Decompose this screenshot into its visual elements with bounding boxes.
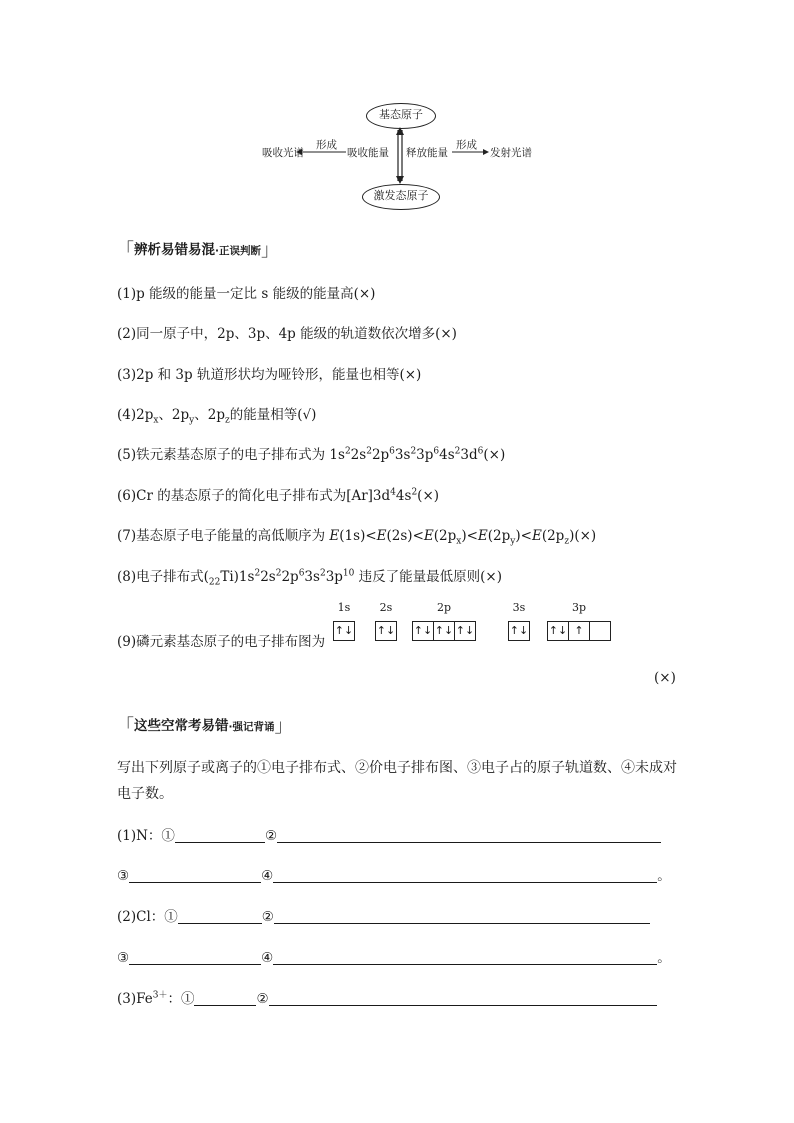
orbital-box: ↑↓ [375, 621, 397, 641]
orbital-box: ↑↓ [508, 621, 530, 641]
answer-blank[interactable] [273, 950, 657, 965]
right-arrow-label: 形成 [456, 139, 477, 151]
orbital-label: 1s [337, 601, 351, 614]
question-2-row-b: ③ ④ 。 [117, 950, 671, 966]
excited-state-label: 激发态原子 [373, 189, 429, 202]
section-title: 辨析易错易混 [134, 242, 215, 258]
answer-blank[interactable] [273, 868, 657, 883]
statement-4: $(4)2p_x$、$2p_y$、$2p_z$的能量相等(√) [117, 407, 317, 426]
statement-8: (8)电子排布式$(_{22}Ti)1s^22s^22p^63s^23p^{10}$ 违反了能量最低原则(×) [117, 568, 503, 588]
orbital-label: 3s [512, 601, 526, 614]
absorb-energy-label: 吸收能量 [347, 147, 389, 159]
question-3-label: $(3)Fe^{3+}$：① [117, 990, 195, 1007]
orbital-box: ↑↓ [412, 621, 434, 641]
answer-blank[interactable] [274, 909, 650, 924]
statement-6: (6)Cr 的基态原子的简化电子排布式为$[Ar]3d^44s^2(\times)$ [117, 487, 440, 504]
orbital-box: ↑↓ [454, 621, 476, 641]
answer-blank[interactable] [129, 950, 261, 965]
statement-3: (3)2p 和 3p 轨道形状均为哑铃形，能量也相等(×) [117, 367, 422, 383]
question-1-row-a: (1)N：① ② [117, 824, 661, 844]
answer-blank[interactable] [178, 909, 262, 924]
orbital-3s [508, 601, 530, 641]
section-subtitle: ·强记背诵 [228, 721, 275, 733]
orbital-1s [333, 601, 355, 641]
answer-blank[interactable] [194, 991, 256, 1006]
orbital-2s [375, 601, 397, 641]
orbital-2p [412, 601, 476, 641]
orbital-box [589, 621, 611, 641]
ground-state-label: 基态原子 [379, 108, 423, 121]
orbital-label: 3p [571, 601, 587, 614]
question-3-row-a: $(3)Fe^{3+}$：① ② [117, 987, 657, 1007]
orbital-label: 2s [379, 601, 393, 614]
release-energy-label: 释放能量 [406, 147, 448, 159]
statement-1: (1)p 能级的能量一定比 s 能级的能量高(×) [117, 286, 376, 302]
section-subtitle: ·正误判断 [215, 245, 261, 257]
answer-blank[interactable] [277, 828, 661, 843]
statement-5: (5)铁元素基态原子的电子排布式为 $1s^22s^22p^63s^23p^64s^23d^6(\times)$ [117, 446, 506, 463]
section-header-fill-blank: 「这些空常考易错·强记背诵」 [116, 716, 293, 737]
left-arrow-label: 形成 [316, 139, 337, 151]
orbital-box: ↑ [568, 621, 590, 641]
orbital-box: ↑↓ [333, 621, 355, 641]
orbital-box: ↑↓ [433, 621, 455, 641]
statement-7: (7)基态原子电子能量的高低顺序为 $E(1s)<E(2s)<E(2p_x)<E(2p_y)<E(2p_z)(\times)$ [117, 528, 597, 547]
section-header-judgment: 「辨析易错易混·正误判断」 [116, 240, 279, 261]
statement-9-mark: (×) [654, 670, 676, 686]
section-title: 这些空常考易错 [134, 718, 229, 734]
instruction-line-2: 电子数。 [117, 786, 173, 802]
statement-2: (2)同一原子中，2p、3p、4p 能级的轨道数依次增多(×) [117, 326, 457, 342]
question-2-row-a: (2)Cl：① ② [117, 905, 650, 925]
energy-transition-diagram [250, 95, 550, 215]
orbital-box: ↑↓ [547, 621, 569, 641]
absorption-spectrum-label: 吸收光谱 [262, 147, 304, 159]
statement-9: (9)磷元素基态原子的电子排布图为 [117, 634, 326, 650]
answer-blank[interactable] [175, 828, 265, 843]
orbital-label: 2p [436, 601, 452, 614]
orbital-3p [547, 601, 611, 641]
question-2-label: (2)Cl：① [117, 909, 178, 925]
question-1-label: (1)N：① [117, 828, 175, 844]
instruction-line-1: 写出下列原子或离子的①电子排布式、②价电子排布图、③电子占的原子轨道数、④未成对 [117, 760, 677, 776]
answer-blank[interactable] [269, 991, 657, 1006]
emission-spectrum-label: 发射光谱 [490, 147, 532, 159]
answer-blank[interactable] [129, 868, 261, 883]
question-1-row-b: ③ ④ 。 [117, 868, 671, 884]
